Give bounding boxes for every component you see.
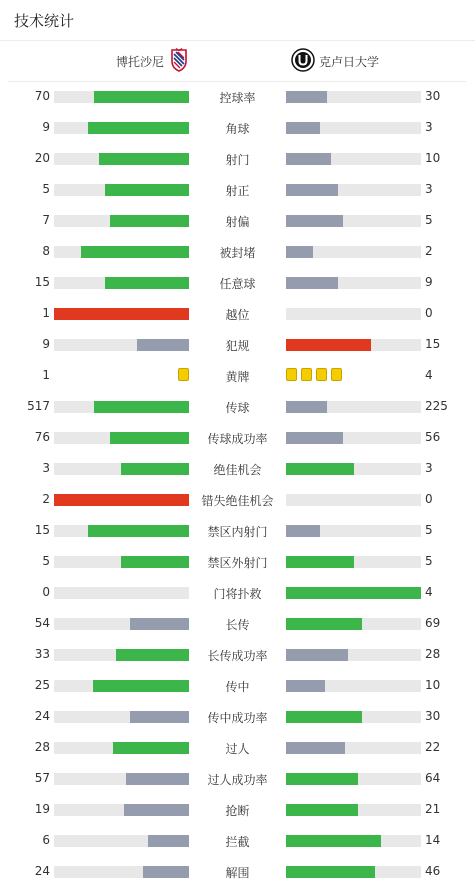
- away-stat-bar: [286, 91, 421, 103]
- stat-label: 射门: [225, 153, 250, 167]
- home-stat-value: 57: [34, 771, 50, 785]
- away-stat-bar: [286, 215, 421, 227]
- home-stat-bar-fill: [88, 122, 189, 134]
- away-stat-value: 4: [425, 368, 433, 382]
- away-stat-bar-fill: [286, 432, 343, 444]
- home-stat-bar: [54, 122, 189, 134]
- home-stat-bar-fill: [130, 711, 189, 723]
- home-stat-value: 1: [42, 306, 50, 320]
- stat-row: [0, 143, 475, 174]
- home-stat-bar-fill: [105, 277, 189, 289]
- away-stat-bar-fill: [286, 184, 338, 196]
- stat-label: 射正: [225, 184, 250, 198]
- stat-label: 传中: [225, 680, 250, 694]
- home-team-crest-icon: [170, 48, 188, 76]
- away-yellow-cards: [286, 368, 342, 381]
- home-stat-value: 7: [42, 213, 50, 227]
- away-stat-bar-fill: [286, 91, 327, 103]
- home-stat-value: 3: [42, 461, 50, 475]
- away-stat-value: 3: [425, 182, 433, 196]
- stat-row: [0, 608, 475, 639]
- stat-row: [0, 236, 475, 267]
- home-stat-value: 5: [42, 182, 50, 196]
- stat-row: [0, 546, 475, 577]
- stat-row: [0, 515, 475, 546]
- stat-row: [0, 794, 475, 825]
- away-stat-bar-fill: [286, 804, 358, 816]
- stat-row: [0, 763, 475, 794]
- away-stat-bar-fill: [286, 866, 375, 878]
- stat-label: 犯规: [225, 339, 250, 353]
- home-stat-bar-fill: [126, 773, 189, 785]
- home-stat-bar: [54, 494, 189, 506]
- stat-label: 传球成功率: [207, 432, 268, 446]
- home-stat-bar-fill: [94, 401, 189, 413]
- stat-row: [0, 670, 475, 701]
- away-stat-bar-fill: [286, 835, 381, 847]
- away-stat-bar: [286, 432, 421, 444]
- away-stat-value: 10: [425, 151, 441, 165]
- stat-row: [0, 639, 475, 670]
- stat-label: 传中成功率: [207, 711, 268, 725]
- away-stat-value: 3: [425, 120, 433, 134]
- home-stat-bar: [54, 401, 189, 413]
- stat-label: 黄牌: [225, 370, 250, 384]
- away-stat-bar-fill: [286, 525, 320, 537]
- home-stat-bar-fill: [99, 153, 189, 165]
- home-stat-bar-fill: [81, 246, 189, 258]
- away-stat-value: 46: [425, 864, 441, 878]
- stat-row: [0, 856, 475, 887]
- away-stat-bar: [286, 339, 421, 351]
- home-stat-bar: [54, 308, 189, 320]
- stat-row: [0, 298, 475, 329]
- home-stat-bar-fill: [105, 184, 189, 196]
- home-stat-value: 517: [27, 399, 50, 413]
- home-stat-bar-fill: [94, 91, 189, 103]
- away-stat-bar: [286, 835, 421, 847]
- home-stat-bar-fill: [54, 494, 189, 506]
- away-team-name: 克卢日大学: [319, 55, 380, 69]
- stat-row: [0, 174, 475, 205]
- away-stat-value: 22: [425, 740, 441, 754]
- home-stat-value: 9: [42, 120, 50, 134]
- stat-label: 解围: [225, 866, 250, 880]
- home-team[interactable]: [116, 41, 188, 82]
- home-stat-bar: [54, 742, 189, 754]
- home-stat-bar-fill: [121, 463, 189, 475]
- stat-label: 角球: [225, 122, 250, 136]
- away-stat-bar-fill: [286, 773, 358, 785]
- stat-label: 绝佳机会: [213, 463, 262, 477]
- away-stat-value: 30: [425, 89, 441, 103]
- stat-row: [0, 267, 475, 298]
- yellow-card-icon: [178, 368, 189, 381]
- home-stat-value: 5: [42, 554, 50, 568]
- stat-row: [0, 577, 475, 608]
- away-stat-value: 5: [425, 523, 433, 537]
- stat-row: [0, 81, 475, 112]
- away-stat-bar-fill: [286, 649, 348, 661]
- away-stat-value: 30: [425, 709, 441, 723]
- away-stat-bar: [286, 277, 421, 289]
- home-stat-value: 25: [34, 678, 50, 692]
- away-stat-value: 9: [425, 275, 433, 289]
- yellow-card-icon: [286, 368, 297, 381]
- stat-label: 过人成功率: [207, 773, 268, 787]
- home-stat-value: 33: [34, 647, 50, 661]
- stat-row: [0, 732, 475, 763]
- home-stat-bar-fill: [137, 339, 189, 351]
- away-stat-bar: [286, 556, 421, 568]
- away-stat-value: 2: [425, 244, 433, 258]
- away-stat-bar: [286, 587, 421, 599]
- stat-label: 抢断: [225, 804, 250, 818]
- away-stat-value: 5: [425, 213, 433, 227]
- away-stat-value: 69: [425, 616, 441, 630]
- away-stat-value: 64: [425, 771, 441, 785]
- stat-label: 禁区外射门: [207, 556, 268, 570]
- away-stat-value: 0: [425, 306, 433, 320]
- stat-row: [0, 701, 475, 732]
- home-stat-value: 1: [42, 368, 50, 382]
- away-stat-bar: [286, 742, 421, 754]
- home-stat-bar-fill: [130, 618, 189, 630]
- stat-label: 射偏: [225, 215, 250, 229]
- stats-list: [0, 81, 475, 887]
- home-stat-bar: [54, 339, 189, 351]
- stat-label: 传球: [225, 401, 250, 415]
- stat-row: [0, 360, 475, 391]
- home-stat-bar: [54, 246, 189, 258]
- away-stat-value: 14: [425, 833, 441, 847]
- away-stat-value: 28: [425, 647, 441, 661]
- away-stat-bar-fill: [286, 463, 354, 475]
- home-stat-bar: [54, 866, 189, 878]
- stat-row: [0, 484, 475, 515]
- away-stat-value: 5: [425, 554, 433, 568]
- home-stat-bar-fill: [148, 835, 189, 847]
- home-stat-value: 15: [34, 523, 50, 537]
- stat-row: [0, 329, 475, 360]
- home-stat-value: 76: [34, 430, 50, 444]
- away-stat-bar: [286, 649, 421, 661]
- home-stat-bar: [54, 649, 189, 661]
- away-stat-bar-fill: [286, 680, 325, 692]
- home-stat-bar-fill: [143, 866, 189, 878]
- stat-row: [0, 205, 475, 236]
- home-stat-value: 6: [42, 833, 50, 847]
- home-stat-value: 24: [34, 864, 50, 878]
- yellow-card-icon: [301, 368, 312, 381]
- home-stat-bar: [54, 680, 189, 692]
- home-stat-value: 0: [42, 585, 50, 599]
- away-stat-value: 225: [425, 399, 448, 413]
- away-stat-value: 15: [425, 337, 441, 351]
- home-stat-bar: [54, 587, 189, 599]
- away-team-crest-icon: [291, 48, 315, 76]
- home-stat-bar: [54, 525, 189, 537]
- stat-row: [0, 422, 475, 453]
- away-stat-bar-fill: [286, 246, 313, 258]
- away-stat-bar-fill: [286, 742, 345, 754]
- away-stat-bar-fill: [286, 122, 320, 134]
- away-stat-value: 0: [425, 492, 433, 506]
- home-stat-bar: [54, 153, 189, 165]
- home-stat-bar-fill: [88, 525, 189, 537]
- yellow-card-icon: [316, 368, 327, 381]
- home-stat-value: 8: [42, 244, 50, 258]
- home-stat-bar-fill: [93, 680, 189, 692]
- away-stat-bar-fill: [286, 339, 371, 351]
- away-stat-bar-fill: [286, 711, 362, 723]
- away-stat-bar: [286, 401, 421, 413]
- home-stat-bar: [54, 556, 189, 568]
- stat-label: 过人: [225, 742, 250, 756]
- home-stat-bar: [54, 711, 189, 723]
- away-stat-bar: [286, 618, 421, 630]
- away-stat-value: 56: [425, 430, 441, 444]
- stat-label: 控球率: [219, 91, 256, 105]
- away-stat-bar: [286, 308, 421, 320]
- away-stat-bar-fill: [286, 277, 338, 289]
- home-stat-value: 15: [34, 275, 50, 289]
- page-title: 技术统计: [14, 12, 75, 30]
- home-stat-value: 28: [34, 740, 50, 754]
- away-stat-bar: [286, 153, 421, 165]
- away-stat-bar: [286, 246, 421, 258]
- teams-row: [8, 41, 466, 82]
- away-stat-bar-fill: [286, 215, 343, 227]
- home-stat-value: 2: [42, 492, 50, 506]
- home-stat-bar-fill: [124, 804, 189, 816]
- away-team[interactable]: [291, 41, 379, 82]
- home-stat-bar-fill: [116, 649, 189, 661]
- away-stat-bar: [286, 773, 421, 785]
- home-stat-bar-fill: [110, 215, 189, 227]
- away-stat-value: 3: [425, 461, 433, 475]
- stat-label: 任意球: [219, 277, 256, 291]
- stat-label: 被封堵: [219, 246, 256, 260]
- stat-label: 长传: [225, 618, 250, 632]
- away-stat-bar-fill: [286, 556, 354, 568]
- away-stat-bar: [286, 804, 421, 816]
- away-stat-bar: [286, 680, 421, 692]
- home-stat-bar: [54, 91, 189, 103]
- away-stat-bar-fill: [286, 618, 362, 630]
- stat-label: 错失绝佳机会: [201, 494, 274, 508]
- home-stat-bar: [54, 277, 189, 289]
- home-stat-bar: [54, 184, 189, 196]
- home-stat-bar: [54, 773, 189, 785]
- stat-label: 门将扑救: [213, 587, 262, 601]
- home-stat-value: 54: [34, 616, 50, 630]
- home-yellow-cards: [178, 368, 189, 381]
- home-stat-bar: [54, 618, 189, 630]
- away-stat-bar: [286, 184, 421, 196]
- home-stat-value: 70: [34, 89, 50, 103]
- stat-label: 拦截: [225, 835, 250, 849]
- stat-row: [0, 391, 475, 422]
- away-stat-bar: [286, 711, 421, 723]
- home-stat-bar: [54, 463, 189, 475]
- stat-label: 长传成功率: [207, 649, 268, 663]
- home-stat-value: 9: [42, 337, 50, 351]
- away-stat-value: 4: [425, 585, 433, 599]
- home-stat-bar: [54, 835, 189, 847]
- stat-label: 禁区内射门: [207, 525, 268, 539]
- home-stat-bar-fill: [121, 556, 189, 568]
- stats-header: [0, 0, 475, 41]
- home-stat-value: 20: [34, 151, 50, 165]
- away-stat-value: 10: [425, 678, 441, 692]
- home-stat-value: 24: [34, 709, 50, 723]
- away-stat-bar: [286, 494, 421, 506]
- stat-row: [0, 112, 475, 143]
- away-stat-bar: [286, 122, 421, 134]
- home-team-name: 博托沙尼: [115, 55, 164, 69]
- away-stat-bar-fill: [286, 587, 421, 599]
- away-stat-bar-fill: [286, 153, 331, 165]
- stat-row: [0, 825, 475, 856]
- away-stat-bar: [286, 525, 421, 537]
- home-stat-bar: [54, 804, 189, 816]
- away-stat-value: 21: [425, 802, 441, 816]
- home-stat-bar-fill: [54, 308, 189, 320]
- away-stat-bar: [286, 866, 421, 878]
- home-stat-bar: [54, 215, 189, 227]
- home-stat-bar-fill: [113, 742, 189, 754]
- stat-row: [0, 453, 475, 484]
- home-stat-value: 19: [34, 802, 50, 816]
- away-stat-bar: [286, 463, 421, 475]
- home-stat-bar: [54, 432, 189, 444]
- away-stat-bar-fill: [286, 401, 327, 413]
- yellow-card-icon: [331, 368, 342, 381]
- home-stat-bar-fill: [110, 432, 189, 444]
- stat-label: 越位: [225, 308, 250, 322]
